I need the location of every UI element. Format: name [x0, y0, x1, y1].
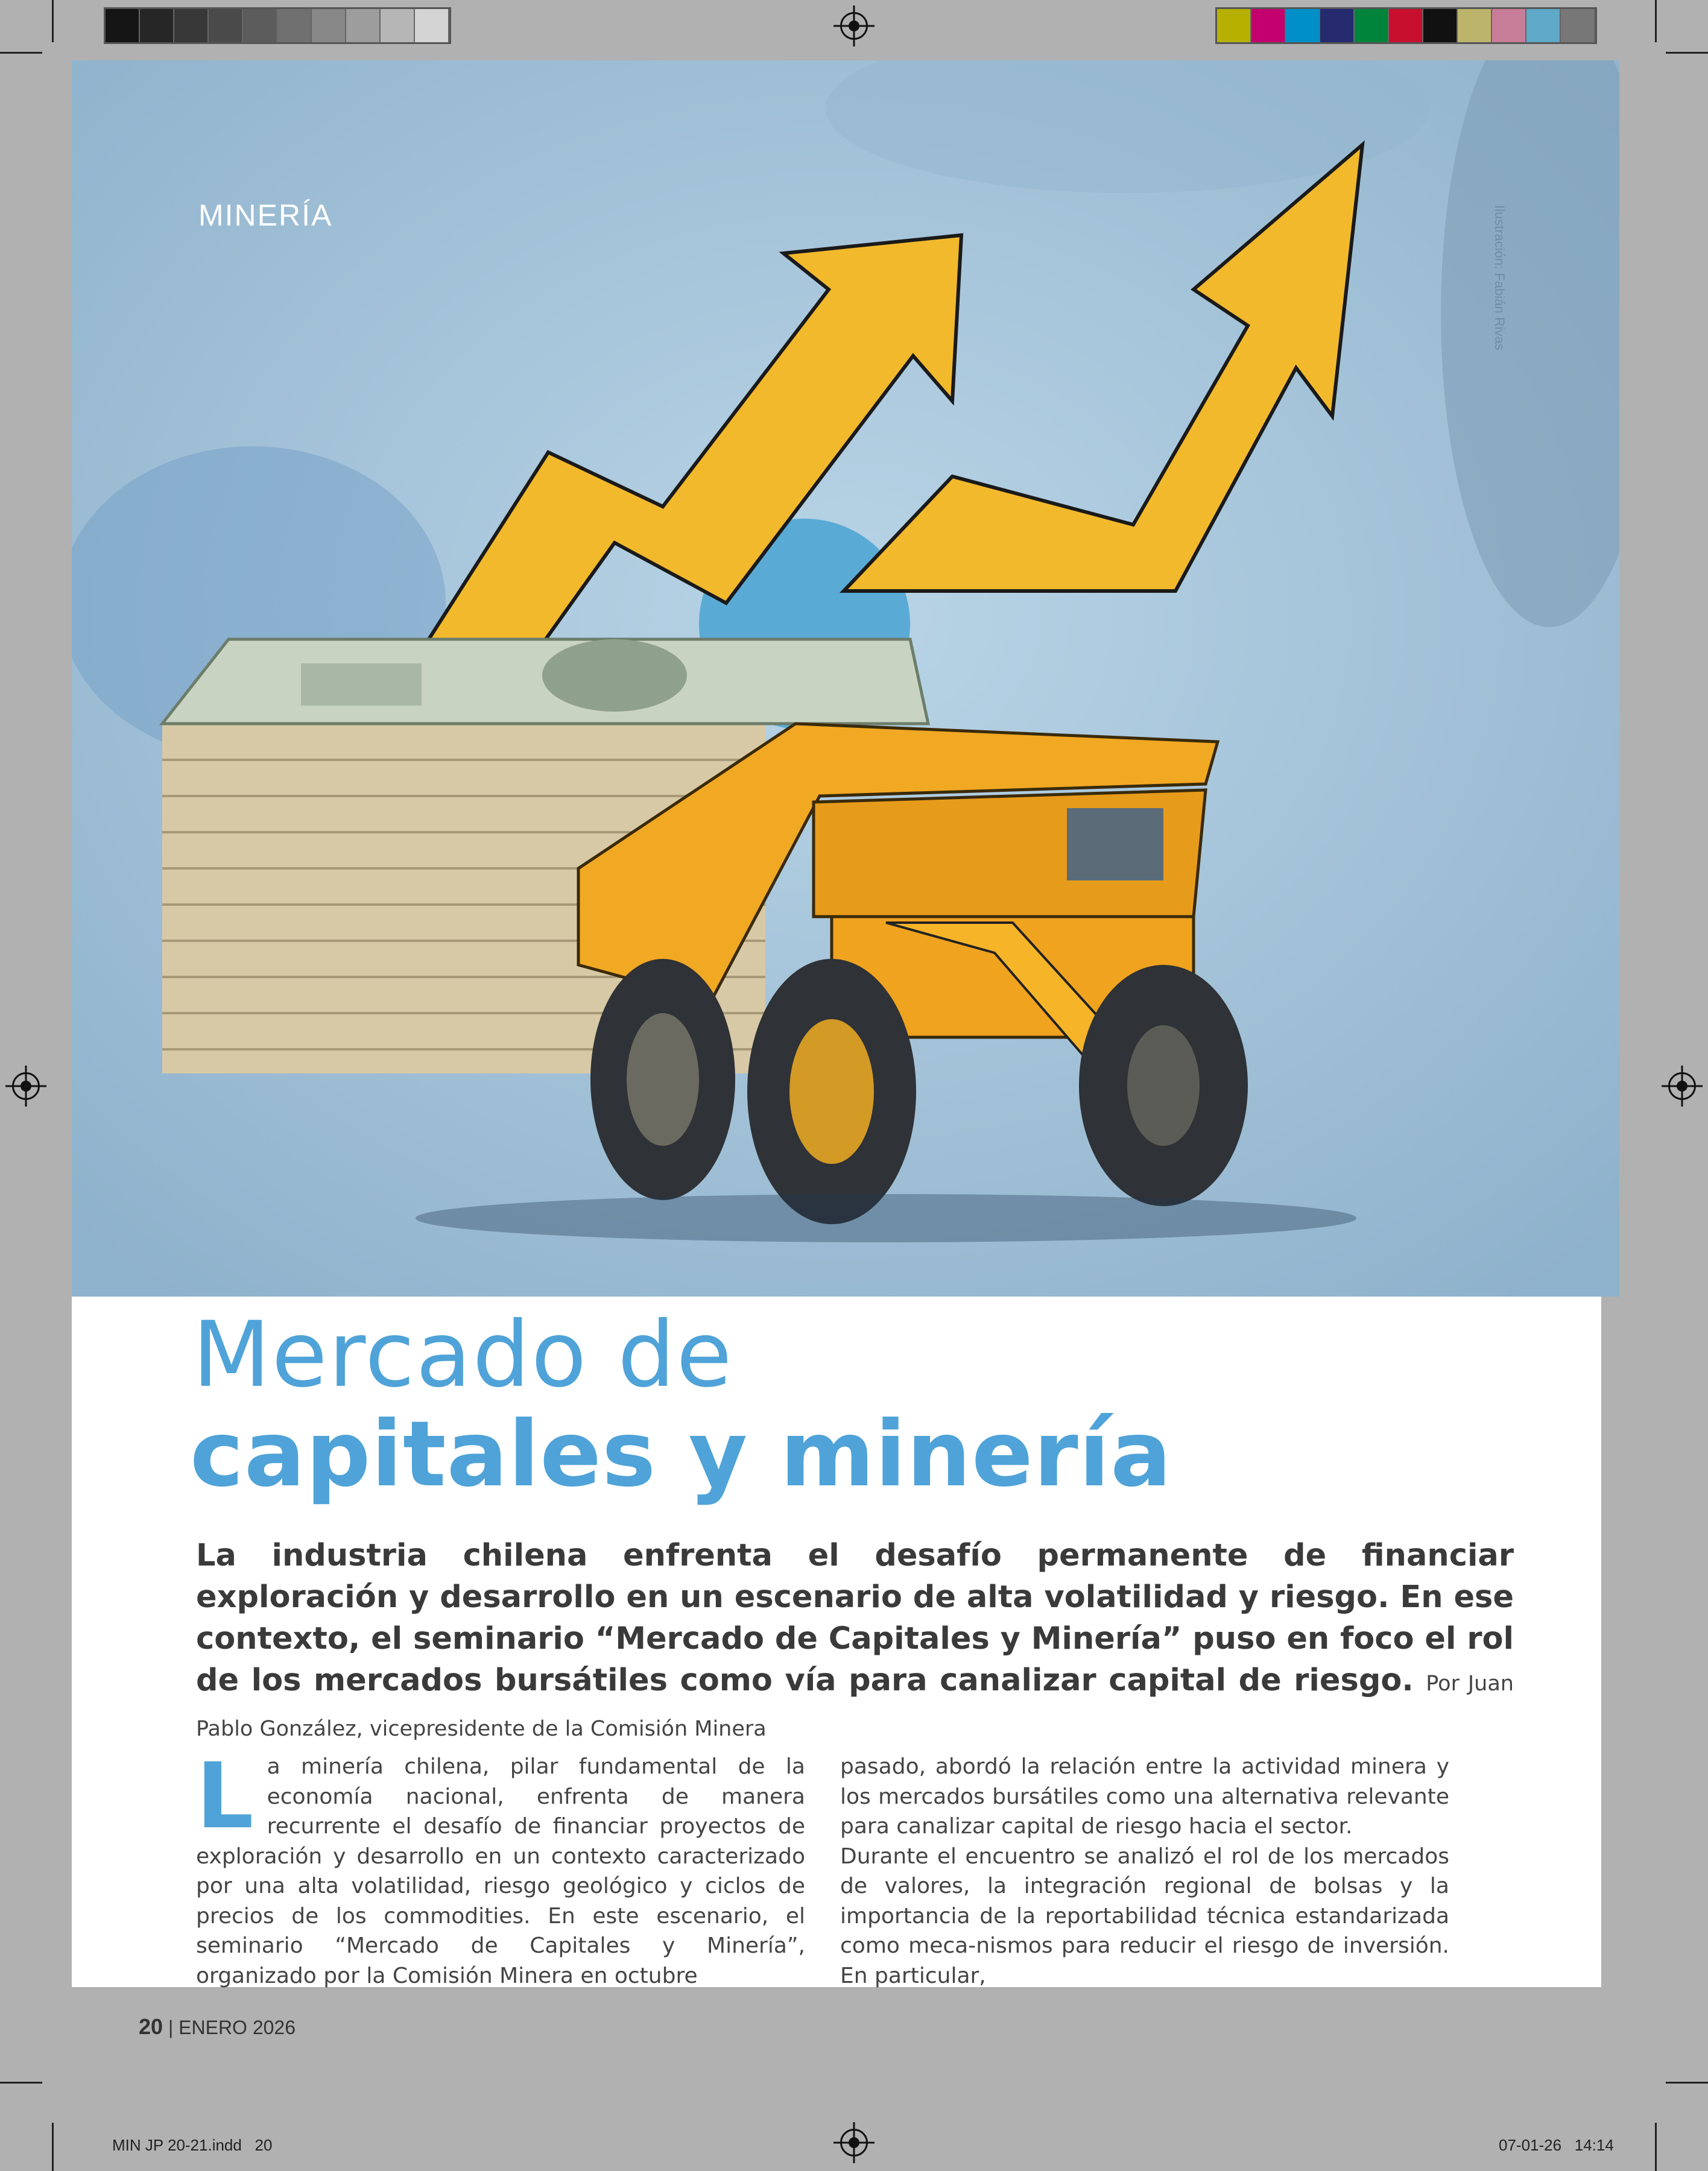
- calibration-swatch: [1355, 9, 1389, 42]
- lead-paragraph: [196, 1535, 1514, 1750]
- calibration-swatch: [1561, 9, 1595, 42]
- calibration-swatch: [1251, 9, 1286, 42]
- issue-date: ENERO 2026: [179, 2017, 296, 2038]
- calibration-swatch: [1526, 9, 1561, 42]
- calibration-swatch: [106, 9, 140, 42]
- calibration-swatch: [174, 9, 209, 42]
- folio-separator: |: [168, 2017, 179, 2038]
- calibration-swatch: [209, 9, 243, 42]
- registration-mark-right: [1668, 1072, 1696, 1100]
- body-column-2: [840, 1752, 1449, 1991]
- page-folio: [139, 2014, 296, 2040]
- magazine-page: [72, 60, 1601, 1987]
- calibration-swatch: [1458, 9, 1492, 42]
- drop-cap: L: [196, 1744, 254, 1849]
- headline-line-1: Mercado de: [192, 1303, 733, 1408]
- calibration-swatch: [1320, 9, 1355, 42]
- crop-mark: [1655, 0, 1657, 42]
- page-number: 20: [139, 2014, 163, 2039]
- calibration-swatch: [277, 9, 312, 42]
- calibration-swatch: [346, 9, 381, 42]
- slug-timestamp: 07-01-26 14:14: [1499, 2136, 1614, 2154]
- crop-mark: [52, 2123, 54, 2171]
- crop-mark: [1666, 2082, 1708, 2084]
- calibration-swatch: [312, 9, 346, 42]
- registration-mark-bottom: [840, 2129, 868, 2157]
- crop-mark: [1655, 2123, 1657, 2171]
- crop-mark: [52, 0, 54, 42]
- crop-mark: [0, 2082, 42, 2084]
- registration-mark-left: [12, 1072, 40, 1100]
- lead-text: La industria chilena enfrenta el desafío permanente de financiar exploración y desarrollo en un escenario de alta volatilidad y riesgo. En ese contexto, el seminario “Mercado de Capitales y Minería” puso en foco el rol de los mercados bursátiles como vía para canalizar capital de riesgo.: [196, 1538, 1514, 1698]
- color-calibration-bar: [1215, 7, 1597, 44]
- calibration-swatch: [1389, 9, 1423, 42]
- gray-calibration-bar: [104, 7, 451, 44]
- calibration-swatch: [1217, 9, 1251, 42]
- truck-money-arrow-illustration: [72, 60, 1619, 1297]
- calibration-swatch: [243, 9, 277, 42]
- calibration-swatch: [1286, 9, 1320, 42]
- crop-mark: [1666, 52, 1708, 54]
- slug-filename: MIN JP 20-21.indd 20: [112, 2136, 273, 2154]
- calibration-swatch: [381, 9, 415, 42]
- calibration-swatch: [1492, 9, 1526, 42]
- registration-mark-top: [840, 12, 868, 40]
- body-paragraph: pasado, abordó la relación entre la actividad minera y los mercados bursátiles como una alternativa relevante para canalizar capital de riesgo hacia el sector.: [840, 1754, 1449, 1839]
- section-label: MINERÍA: [198, 198, 333, 232]
- body-column-1: [196, 1744, 805, 1991]
- calibration-swatch: [415, 9, 449, 42]
- calibration-swatch: [1423, 9, 1458, 42]
- headline-line-2: capitales y minería: [190, 1402, 1172, 1507]
- calibration-swatch: [140, 9, 174, 42]
- byline: Por Juan Pablo González, vicepresidente de la Comisión Minera: [196, 1672, 1514, 1741]
- illustration-credit: Ilustración: Fabián Rivas: [1492, 205, 1507, 350]
- crop-mark: [0, 52, 42, 54]
- body-text-col1: a minería chilena, pilar fundamental de la economía nacional, enfrenta de manera recurrente el desafío de financiar proyectos de exploración y desarrollo en un contexto caracterizado por una alta volatilidad, riesgo geológico y ciclos de precios de los commodities. En este escenario, el seminario “Mercado de Capitales y Minería”, organizado por la Comisión Minera en octubre: [196, 1754, 805, 1988]
- hero-illustration: [72, 60, 1619, 1297]
- body-paragraph: Durante el encuentro se analizó el rol de los mercados de valores, la integración regional de bolsas y la importancia de la reportabilidad técnica estandarizada como meca-nismos para reducir el riesgo de inversión. En particular,: [840, 1844, 1449, 1988]
